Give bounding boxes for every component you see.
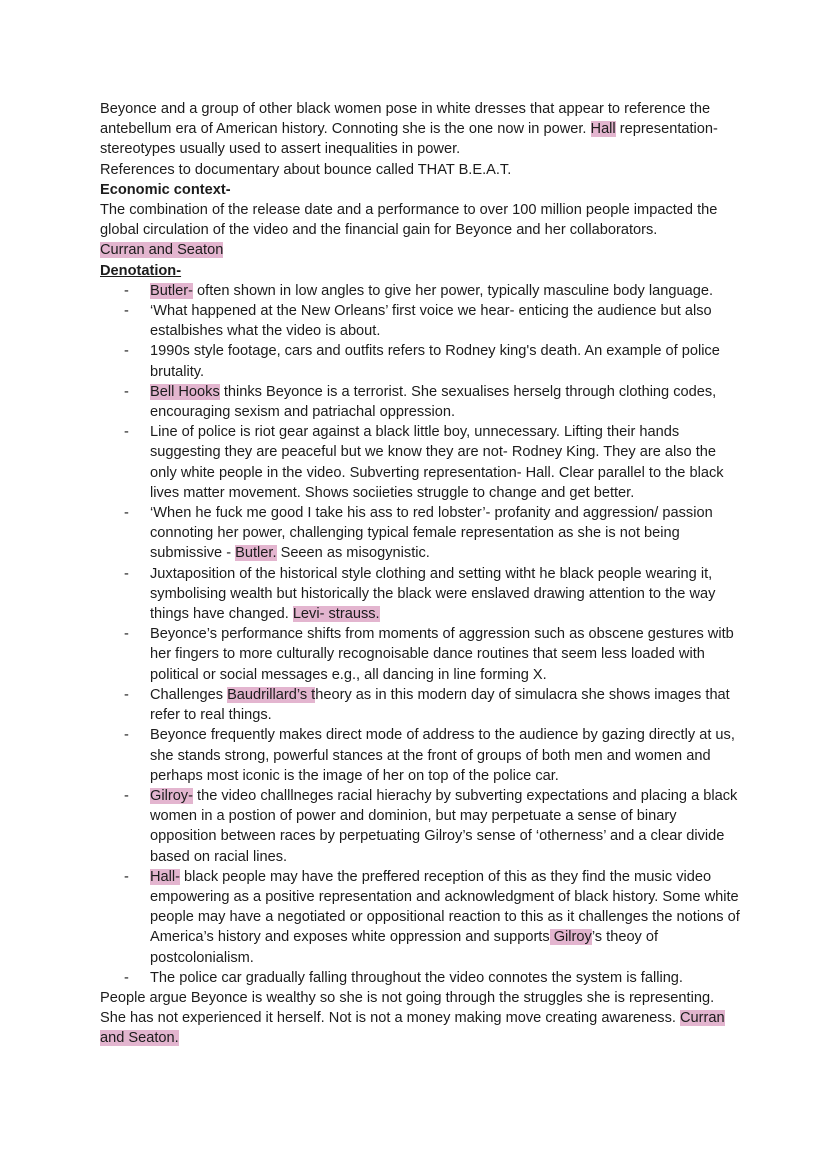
theorist-highlight: Bell Hooks xyxy=(150,383,220,400)
item-text: Beyonce frequently makes direct mode of address to the audience by gazing directly at us, she stands strong, powerful stances at the front of groups of both men and women and perhaps most iconic is the image of her on top of the police car. xyxy=(150,727,735,784)
item-text: The police car gradually falling throughout the video connotes the system is falling. xyxy=(150,969,683,986)
item-text: 1990s style footage, cars and outfits refers to Rodney king's death. An example of police brutality. xyxy=(150,343,720,380)
intro-reference-line: References to documentary about bounce called THAT B.E.A.T. xyxy=(100,161,512,178)
intro-text: Beyonce and a group of other black women pose in white dresses that appear to reference the antebellum era of American history. Connoting she is the one now in power. xyxy=(100,101,711,138)
denotation-item xyxy=(100,867,740,968)
denotation-item xyxy=(100,786,740,867)
denotation-heading: Denotation- xyxy=(100,262,182,279)
item-text: Seeen as misogynistic. xyxy=(276,545,430,562)
item-text: ’s theoy of postcolonialism. xyxy=(150,929,659,966)
intro-text-cont: representation- stereotypes usually used to assert inequalities in power. xyxy=(100,121,718,158)
theorist-highlight: Butler. xyxy=(235,545,277,562)
theorist-highlight: Baudrillard’s t xyxy=(227,686,316,703)
item-text: ‘What happened at the New Orleans’ first voice we hear- enticing the audience but also estalbishes what the video is about. xyxy=(150,303,712,340)
item-text: the video challlneges racial hierachy by subverting expectations and placing a black women in a postion of power and dominion, but may perpetuate a sense of binary opposition between races by perpetuating Gilroy’s sense of ‘otherness’ and a clear divide based on racial lines. xyxy=(150,787,738,865)
denotation-item xyxy=(100,422,740,503)
item-text: Beyonce’s performance shifts from moments of aggression such as obscene gestures witb her fingers to more culturally recognoisable dance routines that seem less loaded with political or social messages e.g., all dancing in line forming X. xyxy=(150,626,734,683)
denotation-item xyxy=(100,685,740,725)
denotation-item xyxy=(100,564,740,625)
denotation-item xyxy=(100,382,740,422)
theorist-highlight: Levi- strauss. xyxy=(292,606,380,623)
item-text: Juxtaposition of the historical style clothing and setting witht he black people wearing it, symbolising wealth but historically the black were enslaved drawing attention to the way things have changed. xyxy=(150,565,716,623)
economic-paragraph xyxy=(100,200,740,261)
denotation-item xyxy=(100,725,740,786)
economic-text: The combination of the release date and a performance to over 100 million people impacted the global circulation of the video and the financial gain for Beyonce and her collaborators. xyxy=(100,202,718,239)
item-text: thinks Beyonce is a terrorist. She sexualises herselg through clothing codes, encouraging sexism and patriachal oppression. xyxy=(150,383,717,421)
theorist-highlight: Curran and Seaton xyxy=(100,242,224,259)
theorist-highlight: Hall xyxy=(590,121,616,138)
item-text: Challenges xyxy=(150,686,228,703)
denotation-item xyxy=(100,503,740,564)
theorist-highlight: Butler- xyxy=(150,282,193,299)
item-text: Line of police is riot gear against a black little boy, unnecessary. Lifting their hands suggesting they are peaceful but we know they are not- Rodney King. They are also the only white people in the video. Subverting representation- Hall. Clear parallel to the black lives matter movement. Shows sociieties struggle to change and get better. xyxy=(150,424,724,501)
economic-heading: Economic context- xyxy=(100,181,231,198)
item-text: black people may have the preffered reception of this as they find the music video empowering as a positive representation and acknowledgment of black history. Some white people may have a negotiated or oppositional reaction to this as it challenges the notions of America’s history and exposes white oppression and supports xyxy=(150,868,740,946)
denotation-list xyxy=(100,281,740,988)
denotation-item xyxy=(100,301,740,341)
item-text: heory as in this modern day of simulacra she shows images that refer to real things. xyxy=(150,686,730,724)
denotation-item xyxy=(100,341,740,381)
denotation-item xyxy=(100,968,740,988)
item-text: ‘When he fuck me good I take his ass to red lobster’- profanity and aggression/ passion connoting her power, challenging typical female representation as she is not being submissive - xyxy=(150,505,713,562)
theorist-highlight: Gilroy- xyxy=(150,787,193,804)
closing-paragraph xyxy=(100,988,740,1049)
intro-paragraph xyxy=(100,99,740,160)
denotation-item xyxy=(100,624,740,685)
denotation-item xyxy=(100,281,740,301)
theorist-highlight: Gilroy xyxy=(549,929,592,946)
document-body xyxy=(100,99,740,1049)
closing-text: People argue Beyonce is wealthy so she is not going through the struggles she is representing. She has not experienced it herself. Not is not a money making move creating awareness. xyxy=(100,989,715,1027)
theorist-highlight: Hall- xyxy=(150,868,180,885)
item-text: often shown in low angles to give her power, typically masculine body language. xyxy=(192,282,713,299)
theorist-highlight: Curran and Seaton. xyxy=(100,1010,725,1047)
